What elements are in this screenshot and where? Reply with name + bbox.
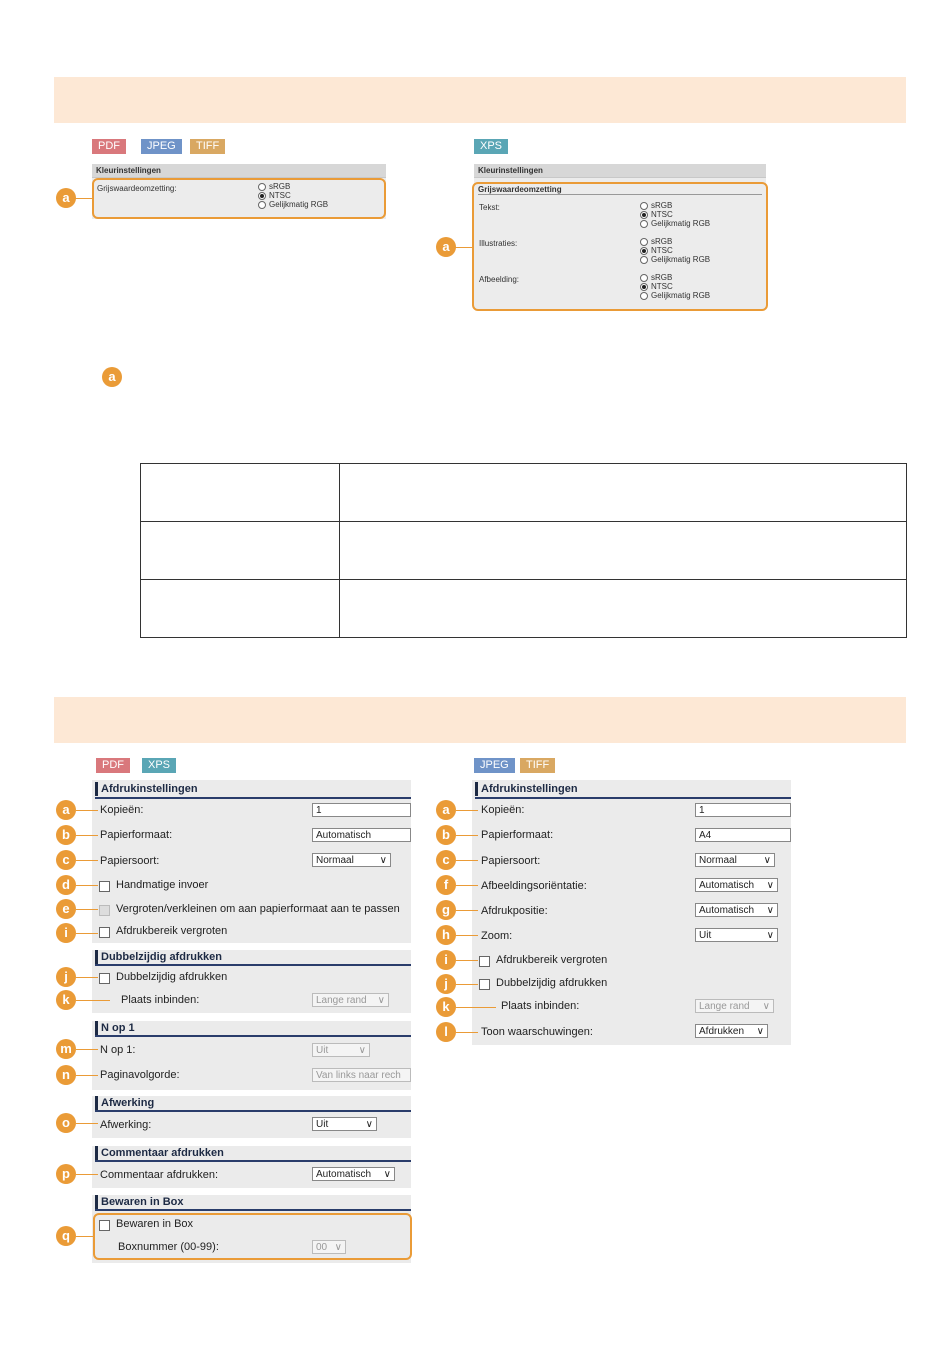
callout-line <box>456 935 478 936</box>
table-cell <box>340 464 907 522</box>
enlarge-print-area-label: Afdrukbereik vergroten <box>116 925 228 937</box>
callout-line <box>76 933 98 934</box>
callout-line <box>76 835 98 836</box>
manual-feed-label: Handmatige invoer <box>116 879 209 891</box>
section-band-middle <box>54 697 906 743</box>
tag-tiff: TIFF <box>520 758 555 773</box>
finishing-select[interactable]: Uit ∨ <box>312 1117 377 1131</box>
radio-label: NTSC <box>651 210 673 219</box>
copies-label: Kopieën: <box>100 804 144 816</box>
callout-line <box>456 1032 478 1033</box>
callout-g: g <box>436 900 456 920</box>
radio-label: Gelijkmatig RGB <box>651 291 711 300</box>
callout-j: j <box>436 974 456 994</box>
radio-label: NTSC <box>269 191 291 200</box>
table-row <box>141 580 907 638</box>
callout-line <box>456 984 478 985</box>
binding-label: Plaats inbinden: <box>501 1000 580 1012</box>
callout-line <box>76 1000 110 1001</box>
callout-a: a <box>436 237 456 257</box>
callout-line <box>76 810 98 811</box>
highlight-frame <box>93 1213 412 1260</box>
manual-feed-checkbox[interactable] <box>99 881 110 892</box>
callout-q: q <box>56 1226 76 1246</box>
callout-b: b <box>436 825 456 845</box>
callout-j: j <box>56 967 76 987</box>
table-row <box>141 464 907 522</box>
heading-rule <box>95 1209 411 1211</box>
callout-line <box>456 1007 496 1008</box>
table-cell <box>340 522 907 580</box>
illustrations-label: Illustraties: <box>479 239 518 248</box>
paper-size-input[interactable]: A4 <box>695 828 791 842</box>
radio-label: NTSC <box>651 246 673 255</box>
callout-a: a <box>56 800 76 820</box>
heading-rule <box>475 797 791 799</box>
binding-select[interactable]: Lange rand ∨ <box>695 999 774 1013</box>
panel-title: Kleurinstellingen <box>92 164 386 178</box>
callout-line <box>454 247 474 248</box>
highlight-frame <box>92 178 386 219</box>
radio-label: sRGB <box>269 182 291 191</box>
duplex-label: Dubbelzijdig afdrukken <box>496 977 608 989</box>
show-warnings-label: Toon waarschuwingen: <box>481 1026 593 1038</box>
duplex-heading: Dubbelzijdig afdrukken <box>95 950 222 964</box>
print-settings-heading: Afdrukinstellingen <box>95 782 198 796</box>
copies-input[interactable]: 1 <box>312 803 411 817</box>
duplex-label: Dubbelzijdig afdrukken <box>116 971 228 983</box>
callout-line <box>76 1236 94 1237</box>
binding-label: Plaats inbinden: <box>121 994 200 1006</box>
callout-f: f <box>436 875 456 895</box>
box-number-select[interactable]: 00 ∨ <box>312 1240 346 1254</box>
section-band-top <box>54 77 906 123</box>
tag-jpeg: JPEG <box>141 139 182 154</box>
show-warnings-select[interactable]: Afdrukken ∨ <box>695 1024 768 1038</box>
box-heading: Bewaren in Box <box>95 1195 184 1209</box>
heading-rule <box>95 1160 411 1162</box>
fit-to-paper-label: Vergroten/verkleinen om aan papierformaat aan te passen <box>116 903 400 915</box>
duplex-checkbox[interactable] <box>479 979 490 990</box>
callout-d: d <box>56 875 76 895</box>
finishing-label: Afwerking: <box>100 1119 152 1131</box>
table-cell <box>141 522 340 580</box>
callout-line <box>76 1123 98 1124</box>
print-position-select[interactable]: Automatisch ∨ <box>695 903 778 917</box>
image-label: Afbeelding: <box>479 275 520 284</box>
radio-label: Gelijkmatig RGB <box>651 219 711 228</box>
copies-label: Kopieën: <box>481 804 525 816</box>
callout-e: e <box>56 899 76 919</box>
page-order-select[interactable]: Van links naar rech <box>312 1068 411 1082</box>
paper-type-label: Papiersoort: <box>100 855 160 867</box>
callout-k: k <box>436 997 456 1017</box>
callout-k: k <box>56 990 76 1010</box>
table-cell <box>141 580 340 638</box>
tag-jpeg: JPEG <box>474 758 515 773</box>
nup-select[interactable]: Uit ∨ <box>312 1043 370 1057</box>
grayscale-subtitle: Grijswaardeomzetting <box>478 185 762 195</box>
copies-input[interactable]: 1 <box>695 803 791 817</box>
nup-heading: N op 1 <box>95 1021 135 1035</box>
comment-heading: Commentaar afdrukken <box>95 1146 224 1160</box>
callout-line <box>456 860 478 861</box>
callout-i: i <box>56 923 76 943</box>
callout-c: c <box>56 850 76 870</box>
callout-h: h <box>436 925 456 945</box>
box-number-label: Boxnummer (00-99): <box>118 1241 219 1253</box>
enlarge-print-area-checkbox[interactable] <box>479 956 490 967</box>
store-in-box-label: Bewaren in Box <box>116 1218 194 1230</box>
print-position-label: Afdrukpositie: <box>481 905 548 917</box>
heading-rule <box>95 964 411 966</box>
binding-select[interactable]: Lange rand ∨ <box>312 993 389 1007</box>
enlarge-print-area-checkbox[interactable] <box>99 927 110 938</box>
paper-type-select[interactable]: Normaal ∨ <box>695 853 775 867</box>
paper-type-label: Papiersoort: <box>481 855 541 867</box>
callout-line <box>76 1075 98 1076</box>
callout-c: c <box>436 850 456 870</box>
callout-line <box>76 860 98 861</box>
heading-rule <box>95 1110 411 1112</box>
heading-rule <box>95 797 411 799</box>
tag-tiff: TIFF <box>190 139 225 154</box>
callout-l: l <box>436 1022 456 1042</box>
callout-line <box>456 885 478 886</box>
tag-pdf: PDF <box>92 139 126 154</box>
callout-line <box>456 960 478 961</box>
highlight-frame <box>472 182 768 311</box>
comment-select[interactable]: Automatisch ∨ <box>312 1167 395 1181</box>
callout-a: a <box>436 800 456 820</box>
description-table <box>140 463 907 638</box>
paper-size-label: Papierformaat: <box>100 829 173 841</box>
callout-n: n <box>56 1065 76 1085</box>
callout-line <box>76 977 98 978</box>
callout-line <box>76 1174 98 1175</box>
zoom-select[interactable]: Uit ∨ <box>695 928 778 942</box>
callout-p: p <box>56 1164 76 1184</box>
tag-xps: XPS <box>142 758 176 773</box>
callout-b: b <box>56 825 76 845</box>
callout-line <box>76 909 98 910</box>
table-cell <box>340 580 907 638</box>
callout-line <box>76 1049 98 1050</box>
grayscale-label: Grijswaardeomzetting: <box>97 184 177 193</box>
callout-line <box>456 810 478 811</box>
radio-label: Gelijkmatig RGB <box>651 255 711 264</box>
nup-label: N op 1: <box>100 1044 136 1056</box>
radio-label: Gelijkmatig RGB <box>269 200 329 209</box>
table-row <box>141 522 907 580</box>
callout-a: a <box>56 188 76 208</box>
enlarge-print-area-label: Afdrukbereik vergroten <box>496 954 608 966</box>
callout-m: m <box>56 1039 76 1059</box>
paper-size-label: Papierformaat: <box>481 829 554 841</box>
finishing-heading: Afwerking <box>95 1096 154 1110</box>
callout-line <box>76 885 98 886</box>
panel-title: Kleurinstellingen <box>474 164 766 178</box>
page-order-label: Paginavolgorde: <box>100 1069 180 1081</box>
callout-line <box>456 835 478 836</box>
paper-size-input[interactable]: Automatisch <box>312 828 411 842</box>
callout-i: i <box>436 950 456 970</box>
text-label: Tekst: <box>479 203 500 212</box>
radio-label: sRGB <box>651 237 673 246</box>
callout-line <box>74 198 94 199</box>
image-orientation-label: Afbeeldingsoriëntatie: <box>481 880 587 892</box>
duplex-checkbox[interactable] <box>99 973 110 984</box>
image-orientation-select[interactable]: Automatisch ∨ <box>695 878 778 892</box>
heading-rule <box>95 1035 411 1037</box>
table-cell <box>141 464 340 522</box>
comment-label: Commentaar afdrukken: <box>100 1169 218 1181</box>
tag-pdf: PDF <box>96 758 130 773</box>
callout-a: a <box>102 367 122 387</box>
callout-line <box>456 910 478 911</box>
radio-label: NTSC <box>651 282 673 291</box>
paper-type-select[interactable]: Normaal ∨ <box>312 853 391 867</box>
radio-label: sRGB <box>651 201 673 210</box>
print-settings-heading: Afdrukinstellingen <box>475 782 578 796</box>
callout-o: o <box>56 1113 76 1133</box>
zoom-label: Zoom: <box>481 930 513 942</box>
tag-xps: XPS <box>474 139 508 154</box>
radio-label: sRGB <box>651 273 673 282</box>
fit-to-paper-checkbox[interactable] <box>99 905 110 916</box>
